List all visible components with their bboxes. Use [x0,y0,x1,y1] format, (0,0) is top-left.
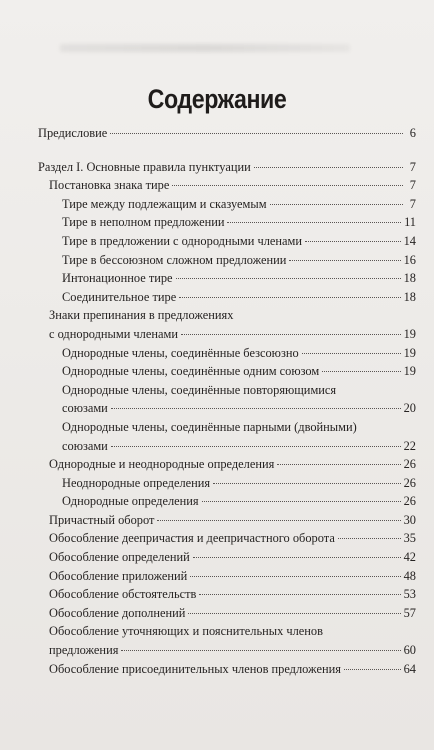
toc-page-number: 7 [409,196,416,211]
toc-entry [38,213,416,232]
bleed-through-shadow [60,44,350,52]
toc-page-number: 30 [403,512,416,527]
toc-entry-dash [38,176,416,195]
toc-entry-continuation [38,641,416,660]
toc-entry-text: Однородные члены, соединённые парными (двойными) [62,419,357,434]
toc-entry-text: Постановка знака тире [49,178,170,193]
toc-entry [38,269,416,288]
toc-page-number: 64 [403,661,416,676]
dot-leader [172,184,403,186]
dot-leader [270,203,403,205]
toc-entry-text: предложения [49,643,119,658]
dot-leader [305,240,401,242]
toc-entry-text: Тире между подлежащим и сказуемым [62,196,267,211]
toc-entry [38,622,416,641]
toc-entry-text: Тире в неполном предложении [62,215,225,230]
toc-page-number: 20 [403,401,416,416]
toc-entry-text: Однородные определения [62,494,199,509]
toc-entry [38,548,416,567]
toc-entry-text: Однородные члены, соединённые безсоюзно [62,345,299,360]
toc-entry-section-1 [38,158,416,177]
toc-page-number: 26 [403,475,416,490]
toc-page-number: 19 [403,364,416,379]
table-of-contents [38,124,416,678]
toc-entry-text: Обособление деепричастия и деепричастного оборота [49,531,335,546]
toc-page-number: 11 [404,215,416,230]
toc-page-number: 57 [403,605,416,620]
dot-leader [181,333,401,335]
toc-page-number: 7 [409,159,416,174]
toc-entry-text: Однородные и неоднородные определения [49,457,275,472]
contents-title: Содержание [147,84,287,114]
toc-entry-text: Неоднородные определения [62,475,211,490]
toc-entry [38,455,416,474]
toc-entry-text: с однородными членами [49,326,178,341]
toc-entry [38,418,416,437]
toc-page-number: 14 [403,233,416,248]
dot-leader [157,519,400,521]
toc-entry [38,604,416,623]
toc-entry-text: Обособление определений [49,550,190,565]
toc-entry-continuation [38,437,416,456]
toc-entry-text: союзами [62,438,108,453]
dot-leader [111,445,401,447]
toc-entry-text: Обособление приложений [49,568,188,583]
dot-leader [277,463,400,465]
toc-page-number: 42 [403,550,416,565]
toc-entry-text: Обособление присоединительных членов предложения [49,661,341,676]
dot-leader [338,537,401,539]
toc-page-number: 19 [403,345,416,360]
dot-leader [227,221,401,223]
toc-entry [38,660,416,679]
toc-page-number: 6 [409,126,416,140]
toc-entry [38,511,416,530]
toc-entry [38,529,416,548]
toc-page-number: 35 [403,531,416,546]
dot-leader [344,668,401,670]
toc-entry-text: Обособление уточняющих и пояснительных членов [49,624,323,639]
toc-page-number: 18 [403,289,416,304]
toc-entry-continuation [38,399,416,418]
dot-leader [121,649,400,651]
toc-entry-text: Интонационное тире [62,271,173,286]
toc-page-number: 16 [403,252,416,267]
dot-leader [202,500,401,502]
toc-entry-text: Тире в предложении с однородными членами [62,233,303,248]
toc-page-number: 26 [403,457,416,472]
toc-entry [38,288,416,307]
toc-entry-text: Причастный оборот [49,512,155,527]
dot-leader [176,277,401,279]
toc-entry [38,344,416,363]
toc-page-number: 22 [403,438,416,453]
toc-entry-punctuation [38,306,416,325]
dot-leader [213,482,400,484]
toc-entry [38,567,416,586]
toc-page-number: 7 [409,178,416,193]
toc-entry-text: Раздел I. Основные правила пунктуации [38,159,251,174]
toc-entry [38,195,416,214]
toc-entry-text: Тире в бессоюзном сложном предложении [62,252,287,267]
toc-entry-text: Однородные члены, соединённые повторяющимися [62,382,337,397]
toc-entry [38,232,416,251]
toc-entry [38,474,416,493]
toc-entry-text: Предисловие [38,126,108,140]
toc-entry-text: Обособление дополнений [49,605,186,620]
toc-page-number: 26 [403,494,416,509]
dot-leader [322,370,400,372]
toc-entry [38,362,416,381]
toc-page-number: 53 [403,587,416,602]
toc-entry-text: Соединительное тире [62,289,177,304]
dot-leader [179,296,400,298]
dot-leader [302,352,401,354]
toc-entry-text: Обособление обстоятельств [49,587,197,602]
toc-entry-text: Однородные члены, соединённые одним союзом [62,364,320,379]
dot-leader [193,556,401,558]
toc-entry-continuation [38,325,416,344]
toc-page-number: 18 [403,271,416,286]
toc-entry-text: Знаки препинания в предложениях [49,308,234,323]
dot-leader [188,612,400,614]
toc-entry [38,492,416,511]
toc-page-number: 19 [403,326,416,341]
dot-leader [111,407,401,409]
toc-entry [38,381,416,400]
dot-leader [190,575,400,577]
toc-entry [38,251,416,270]
toc-entry-preface [38,124,416,143]
toc-page-number: 48 [403,568,416,583]
dot-leader [289,259,400,261]
dot-leader [110,132,403,134]
toc-page-number: 60 [403,643,416,658]
dot-leader [199,593,400,595]
toc-entry [38,585,416,604]
toc-entry-text: союзами [62,401,108,416]
dot-leader [254,166,403,168]
